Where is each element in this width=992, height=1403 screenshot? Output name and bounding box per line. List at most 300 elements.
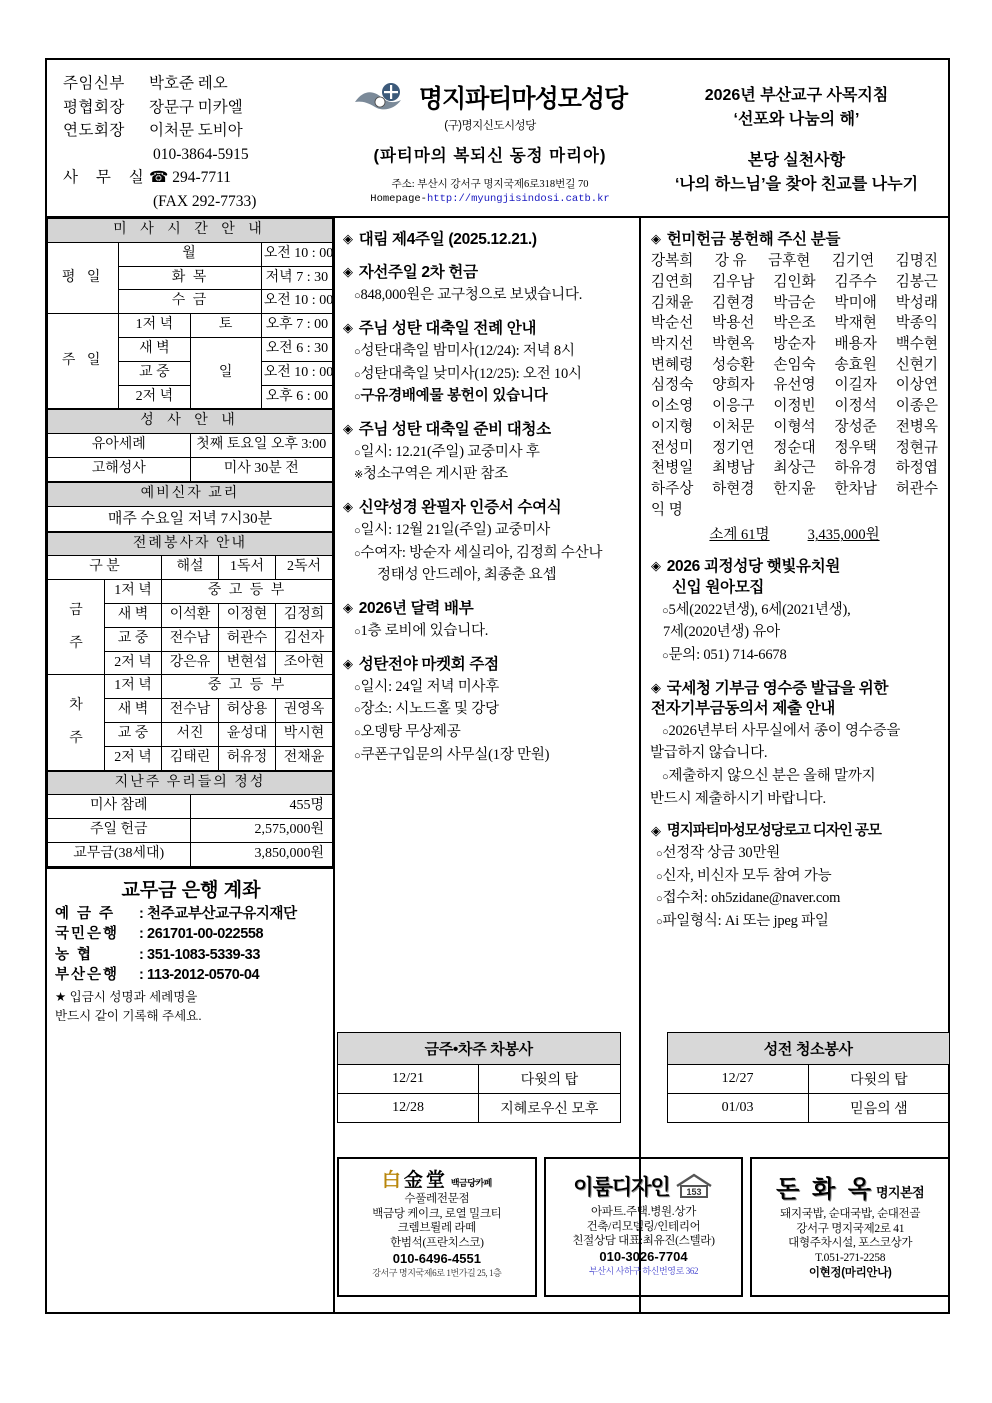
notice-item	[343, 285, 631, 306]
ad-line: 크렘브륄레 라떼	[397, 1222, 476, 1235]
donor-name: 이정석	[834, 398, 877, 415]
circle-bullet-icon: ○	[354, 704, 361, 717]
donor-name: 김주수	[834, 273, 877, 290]
notice-item	[343, 520, 631, 541]
offering-value: 455명	[190, 795, 333, 819]
donor-name: 백수현	[895, 336, 938, 353]
church-patron: (파티마의 복되신 동정 마리아)	[373, 147, 607, 165]
donor-name: 박성래	[895, 294, 938, 311]
table-row	[48, 819, 333, 843]
notice-heading	[651, 822, 938, 841]
ad-line: 아파트.주택.병원.상가	[591, 1206, 697, 1218]
notice-item-text: 일시: 12월 21일(주일) 교중미사	[360, 522, 551, 539]
subtotal-label: 소계 61명	[709, 527, 770, 544]
donor-name: 하주상	[651, 481, 694, 498]
volunteer-name: 권영옥	[276, 699, 333, 723]
notice-item-text: 문의: 051) 714-6678	[668, 646, 787, 663]
notice-item-text: 구유경배예물 봉헌이 있습니다	[360, 388, 548, 405]
volunteer-name: 허관수	[219, 627, 276, 651]
bank-account-box	[47, 867, 333, 1029]
notice-item	[343, 722, 631, 743]
diocese-guideline-line1: 2026년 부산교구 사목지침	[704, 87, 889, 104]
cleaning-service-title: 성전 청소봉사	[667, 1033, 950, 1065]
service-team: 믿음의 샘	[808, 1094, 949, 1123]
diamond-bullet-icon: ◈	[343, 599, 353, 615]
service-team: 다윗의 탑	[479, 1065, 620, 1094]
mass-name: 새 벽	[105, 699, 162, 723]
circle-bullet-icon: ○	[354, 547, 361, 560]
notice-heading	[651, 557, 938, 577]
liturgy-volunteers-table	[47, 532, 333, 771]
donor-name: 정우택	[834, 439, 877, 456]
mass-schedule-title: 미 사 시 간 안 내	[48, 219, 333, 243]
bank-note-line2: 반드시 같이 기록해 주세요.	[55, 1009, 202, 1024]
notice-item-text: 반드시 제출하시기 바랍니다.	[650, 790, 826, 807]
next-week-label: 차 주	[48, 675, 105, 770]
notice-item	[343, 543, 631, 564]
service-date: 12/27	[667, 1065, 808, 1094]
circle-bullet-icon: ○	[354, 525, 361, 538]
donor-name: 손임숙	[773, 356, 816, 373]
notice-heading	[343, 498, 631, 518]
notice-item	[651, 622, 938, 643]
diocese-motto	[645, 60, 948, 216]
svg-text:153: 153	[686, 1187, 702, 1197]
mass-schedule-table	[47, 218, 333, 409]
bank-value: : 천주교부산교구유지재단	[139, 905, 297, 922]
church-homepage	[335, 192, 645, 207]
circle-bullet-icon: ○	[354, 626, 361, 639]
weekday-time: 저녁 7 : 30	[261, 266, 332, 290]
ad-line: 돼지국밥, 순대국밥, 순대전골	[780, 1208, 921, 1220]
notice-item	[651, 866, 938, 887]
offering-label: 주일 헌금	[48, 819, 191, 843]
table-row	[48, 242, 333, 266]
donor-name: 박현옥	[712, 336, 755, 353]
sunday-day-label: 일	[190, 337, 261, 408]
service-date: 12/28	[338, 1094, 479, 1123]
notice-item	[651, 645, 938, 666]
donor-name: 박금순	[773, 294, 816, 311]
contact-row	[63, 119, 335, 143]
mobile-number: 010-3864-5915	[153, 145, 249, 163]
volunteer-name: 변현섭	[219, 651, 276, 675]
notice-item-text: 848,000원은 교구청으로 보냈습니다.	[360, 287, 583, 304]
sunday-mass-time: 오후 6 : 00	[261, 385, 332, 409]
contact-row	[63, 96, 335, 120]
notice-heading-text: 국세청 기부금 영수증 발급을 위한	[666, 679, 889, 697]
notice-item	[651, 600, 938, 621]
notice-item	[651, 911, 938, 932]
donor-row	[651, 500, 938, 521]
donor-name: 하정엽	[895, 460, 938, 477]
notice-item	[343, 621, 631, 642]
ad-phone: 010-6496-4551	[392, 1250, 481, 1266]
donor-name: 성승환	[712, 356, 755, 373]
offering-value: 2,575,000원	[190, 819, 333, 843]
notice-item-text: 5세(2022년생), 6세(2021년생),	[668, 601, 851, 618]
weekday-time: 오전 10 : 00	[261, 290, 332, 314]
notice-rice-offering-donors	[651, 230, 938, 544]
donor-name: 박지선	[651, 336, 694, 353]
notice-item-text: 성탄대축일 낮미사(12/25): 오전 10시	[360, 365, 582, 382]
sunday-mass-time: 오전 10 : 00	[261, 361, 332, 385]
donor-row	[651, 458, 938, 479]
service-team: 지혜로우신 모후	[479, 1094, 620, 1123]
notice-heading	[343, 420, 631, 440]
ad-line: 수풀레전문점	[404, 1193, 470, 1205]
last-week-title: 지난주 우리들의 정성	[48, 771, 333, 795]
sunday-mass-time: 오후 7 : 00	[261, 314, 332, 338]
parish-practice-line1: 본당 실천사항	[747, 152, 846, 169]
donation-subtotal	[651, 523, 938, 544]
sacraments-table	[47, 409, 333, 481]
liturgy-volunteers-title: 전례봉사자 안내	[48, 532, 333, 556]
notice-item	[343, 364, 631, 385]
notice-item	[343, 745, 631, 766]
volunteer-name: 김선자	[276, 627, 333, 651]
volunteer-name: 김태린	[162, 746, 219, 770]
subtotal-amount: 3,435,000원	[807, 527, 880, 544]
ad-donhwaok	[750, 1157, 950, 1297]
merged-assignment: 중 고 등 부	[162, 580, 333, 604]
volunteer-name: 허유정	[219, 746, 276, 770]
circle-bullet-icon: ○	[656, 893, 663, 906]
table-row	[48, 675, 333, 699]
church-address-block	[335, 177, 645, 207]
notice-heading-text: 헌미헌금 봉헌해 주신 분들	[666, 231, 841, 248]
notice-item-text: 청소구역은 게시판 참조	[363, 466, 508, 483]
donor-name: 배용자	[834, 336, 877, 353]
contact-value: 이처문 도비아	[149, 122, 243, 140]
column-header-reading2: 2독서	[276, 556, 333, 580]
ad-brand	[341, 1165, 533, 1192]
ad-line: 대형주차시설, 포스코상가	[788, 1237, 913, 1250]
donor-name: 변혜령	[651, 356, 694, 373]
notice-item-text: 쿠폰구입문의 사무실(1장 만원)	[360, 746, 550, 763]
ad-brand-name: 이룸디자인	[573, 1176, 670, 1199]
mass-name: 2저 녁	[105, 746, 162, 770]
ad-brand-name: 白金堂	[381, 1170, 448, 1191]
left-column	[47, 218, 335, 1312]
diamond-bullet-icon: ◈	[651, 823, 661, 839]
notice-christmas-cleaning	[343, 420, 631, 485]
church-address: 주소: 부산시 강서구 명지국제6로318번길 70	[391, 179, 589, 190]
notice-item-text: 일시: 12.21(주일) 교중미사 후	[360, 443, 540, 460]
diamond-bullet-icon: ◈	[343, 231, 353, 246]
church-cleaning-table	[667, 1032, 951, 1123]
donor-name: 심정숙	[651, 377, 694, 394]
donor-row	[651, 251, 938, 272]
table-row	[48, 842, 333, 866]
notice-item-text: 2026년부터 사무실에서 종이 영수증을	[668, 722, 901, 739]
ad-line: T.051-271-2258	[815, 1252, 886, 1265]
volunteer-name: 서진	[162, 722, 219, 746]
circle-bullet-icon: ○	[354, 346, 361, 358]
notice-item	[343, 565, 631, 586]
bank-key: 예 금 주	[55, 905, 116, 922]
mass-name: 1저 녁	[105, 580, 162, 604]
volunteer-name: 이석환	[162, 603, 219, 627]
circle-bullet-icon: ○	[662, 649, 669, 662]
service-date: 01/03	[667, 1094, 808, 1123]
diocese-guideline-line2: ‘선포와 나눔의 해’	[733, 111, 860, 128]
notice-item-text[interactable]: 접수처: oh5zidane@naver.com	[662, 890, 841, 907]
circle-bullet-icon: ○	[354, 446, 361, 459]
circle-bullet-icon: ○	[662, 770, 669, 783]
ad-address: 강서구 명지국제6로 1번가길 25, 1층	[372, 1267, 502, 1278]
notice-item	[343, 442, 631, 463]
circle-bullet-icon: ○	[656, 870, 663, 883]
donor-name: 김연희	[651, 273, 694, 290]
volunteer-name: 이정현	[219, 603, 276, 627]
church-identity	[335, 60, 645, 216]
donor-name: 신현기	[895, 356, 938, 373]
notice-heading-line2: 신입 원아모집	[672, 578, 765, 596]
church-logo-icon	[353, 82, 413, 116]
notice-item-text: 수여자: 방순자 세실리아, 김정희 수산나	[360, 544, 603, 561]
donor-name: 박종익	[895, 315, 938, 332]
donor-name: 김기연	[831, 253, 875, 270]
notice-heading	[343, 230, 631, 250]
table-row	[667, 1065, 950, 1094]
saturday-label: 토	[190, 314, 261, 338]
bank-value: : 351-1083-5339-33	[139, 946, 260, 963]
ad-brand	[754, 1169, 946, 1204]
sunday-mass-name: 1저 녁	[119, 314, 190, 338]
circle-bullet-icon: ○	[354, 290, 361, 303]
donor-row	[651, 293, 938, 314]
circle-bullet-icon: ○	[354, 391, 361, 404]
office-row	[63, 166, 335, 190]
offering-label: 교무금(38세대)	[48, 842, 191, 866]
notice-advent	[343, 230, 631, 250]
last-week-offering-table	[47, 771, 333, 867]
service-team: 다윗의 탑	[808, 1065, 949, 1094]
sunday-mass-name: 2저 녁	[119, 385, 190, 409]
offering-label: 미사 참례	[48, 795, 191, 819]
volunteer-name: 김정희	[276, 603, 333, 627]
office-phone-number: 294-7711	[172, 169, 232, 187]
asterisk-bullet-icon: ※	[354, 469, 364, 482]
ad-line: 강서구 명지국제2로 41	[796, 1222, 905, 1235]
donor-row	[651, 438, 938, 459]
notice-item-text: 7세(2020년생) 유아	[663, 624, 780, 641]
donor-name: 전병옥	[895, 418, 938, 435]
contact-label: 주임신부	[63, 75, 125, 92]
donor-name: 한지윤	[773, 481, 816, 498]
ad-brand-subname: 명지본점	[876, 1185, 925, 1200]
volunteer-name: 조아현	[276, 651, 333, 675]
weekday-day: 수 금	[119, 290, 262, 314]
ad-address: 부산시 사하구 하신번영로 362	[588, 1266, 699, 1277]
sunday-mass-name: 교 중	[119, 361, 190, 385]
donor-name: 최상근	[773, 460, 816, 477]
notice-heading	[343, 599, 631, 619]
donor-name: 이소영	[651, 398, 694, 415]
donor-name: 정현규	[895, 439, 938, 456]
notice-heading	[651, 679, 938, 699]
homepage-url[interactable]: http://myungjisindosi.catb.kr	[426, 193, 610, 206]
donor-row	[651, 396, 938, 417]
donor-name: 강 유	[714, 253, 747, 270]
ad-owner: 이현정(마리안나)	[808, 1266, 892, 1279]
parish-practice-line2: ‘나의 하느님’을 찾아 친교를 나누기	[674, 176, 919, 193]
notice-item-text: 신자, 비신자 모두 참여 가능	[662, 867, 832, 884]
sacrament-label: 고해성사	[48, 457, 191, 481]
table-row	[48, 314, 333, 338]
diamond-bullet-icon: ◈	[343, 420, 353, 436]
notice-heading-text: 2026년 달력 배부	[358, 599, 474, 617]
notice-logo-design-contest	[651, 822, 938, 931]
notice-item	[651, 888, 938, 909]
ad-brand-subname: 백금당카페	[450, 1178, 492, 1188]
donor-row	[651, 355, 938, 376]
notice-item	[651, 843, 938, 864]
office-phone: ☎ 294-7711	[149, 169, 232, 187]
spacer	[645, 132, 948, 149]
mass-name: 1저 녁	[105, 675, 162, 699]
donor-name: 이종은	[895, 398, 938, 415]
notice-item	[651, 743, 938, 764]
donor-name: 박순선	[651, 315, 694, 332]
volunteer-name: 전수남	[162, 627, 219, 651]
donor-row	[651, 375, 938, 396]
donor-name: 허관수	[895, 481, 938, 498]
house-badge-icon	[674, 1173, 714, 1199]
notice-kindergarten-recruitment	[651, 557, 938, 665]
right-column	[641, 218, 948, 1312]
volunteer-name: 윤성대	[219, 722, 276, 746]
donor-row	[651, 479, 938, 500]
tea-service-table	[337, 1032, 621, 1123]
church-former-name: (구)명지신도시성당	[444, 120, 536, 132]
diamond-bullet-icon: ◈	[651, 558, 661, 574]
table-row	[338, 1065, 621, 1094]
table-header-row	[48, 556, 333, 580]
contact-label: 연도회장	[63, 122, 125, 140]
table-row	[48, 795, 333, 819]
bank-row	[55, 965, 327, 986]
bank-title: 교무금 은행 계좌	[121, 879, 261, 901]
donor-name: 방순자	[773, 336, 816, 353]
table-row	[48, 434, 333, 458]
catechumen-value: 매주 수요일 저녁 7시30분	[48, 506, 333, 531]
sacrament-label: 유아세례	[48, 434, 191, 458]
notice-heading-text: 주님 성탄 대축일 준비 대청소	[358, 420, 551, 438]
donor-name: 김봉근	[895, 273, 938, 290]
notice-christmas-liturgy	[343, 319, 631, 407]
donor-name-list	[651, 251, 938, 520]
notice-heading	[651, 230, 938, 250]
bulletin-header	[47, 60, 948, 218]
table-row	[338, 1094, 621, 1123]
contact-row	[63, 72, 335, 96]
notice-heading	[343, 263, 631, 283]
diamond-bullet-icon: ◈	[651, 231, 661, 246]
donor-name: 이정빈	[773, 398, 816, 415]
fax-number: (FAX 292-7733)	[153, 192, 257, 210]
notice-item-text: 일시: 24일 저녁 미사후	[360, 678, 500, 695]
notice-christmas-eve-market	[343, 655, 631, 765]
church-name: 명지파티마성모성당	[418, 84, 628, 113]
bulletin-body	[47, 218, 948, 1312]
notice-item	[651, 789, 938, 810]
column-header-reading1: 1독서	[219, 556, 276, 580]
circle-bullet-icon: ○	[354, 368, 361, 381]
sunday-mass-time: 오전 6 : 30	[261, 337, 332, 361]
donor-name: 박용선	[712, 315, 755, 332]
notice-heading-text: 대림 제4주일 (2025.12.21.)	[358, 231, 537, 248]
donor-name: 이길자	[834, 377, 877, 394]
weekday-day: 화 목	[119, 266, 262, 290]
donor-name: 김현경	[712, 294, 755, 311]
bank-key: 농 협	[55, 946, 94, 963]
homepage-label: Homepage-	[370, 193, 427, 206]
circle-bullet-icon: ○	[656, 847, 663, 860]
notice-item	[651, 721, 938, 742]
donor-name: 박미애	[834, 294, 877, 311]
donor-name: 이형석	[773, 418, 816, 435]
donor-row	[651, 417, 938, 438]
volunteer-name: 박시현	[276, 722, 333, 746]
mass-name: 2저 녁	[105, 651, 162, 675]
notice-item	[651, 766, 938, 787]
office-label: 사 무 실	[63, 169, 151, 187]
ad-brand-name: 돈 화 옥	[776, 1176, 874, 1203]
notice-heading-text: 신약성경 완필자 인증서 수여식	[358, 499, 562, 517]
this-week-label: 금 주	[48, 580, 105, 675]
circle-bullet-icon: ○	[656, 915, 663, 928]
notice-calendar-distribution	[343, 599, 631, 642]
ad-line: 건축/리모델링/인테리어	[586, 1220, 701, 1233]
circle-bullet-icon: ○	[354, 726, 361, 739]
donor-name: 이지형	[651, 418, 694, 435]
donor-name: 전성미	[651, 439, 694, 456]
donor-name: 이응구	[712, 398, 755, 415]
ad-line: 백금당 케이크, 로열 밀크티	[372, 1207, 502, 1220]
notice-bible-certificate	[343, 498, 631, 586]
notice-heading-text: 성탄전야 마켓회 주점	[358, 655, 499, 673]
notice-item	[343, 341, 631, 362]
donor-name: 유선영	[773, 377, 816, 394]
volunteer-name: 강은유	[162, 651, 219, 675]
sacraments-title: 성 사 안 내	[48, 410, 333, 434]
bank-value: : 113-2012-0570-04	[139, 967, 260, 984]
diamond-bullet-icon: ◈	[343, 319, 353, 335]
notice-heading	[343, 655, 631, 675]
mass-name: 새 벽	[105, 603, 162, 627]
bank-value: : 261701-00-022558	[139, 926, 264, 943]
contact-value: 장문구 미카엘	[149, 98, 243, 116]
notice-item-text: 1층 로비에 있습니다.	[360, 623, 489, 640]
donor-name: 한차남	[834, 481, 877, 498]
ad-line: 한범석(프란치스코)	[390, 1237, 484, 1250]
middle-column	[335, 218, 641, 1312]
ad-brand	[548, 1171, 740, 1201]
donor-name: 정순대	[773, 439, 816, 456]
parish-contacts	[47, 60, 335, 216]
contact-label: 평협회장	[63, 98, 125, 116]
bank-note-line1: ★ 입금시 성명과 세례명을	[55, 990, 198, 1005]
contact-value: 박호준 레오	[149, 75, 228, 92]
donor-name: 박은조	[773, 315, 816, 332]
weekday-label: 평 일	[48, 242, 119, 313]
volunteer-name: 전채윤	[276, 746, 333, 770]
tea-service-title: 금주•차주 차봉사	[338, 1033, 621, 1065]
bank-key: 국민은행	[55, 926, 120, 943]
notice-item-text: 성탄대축일 밤미사(12/24): 저녁 8시	[360, 343, 575, 359]
